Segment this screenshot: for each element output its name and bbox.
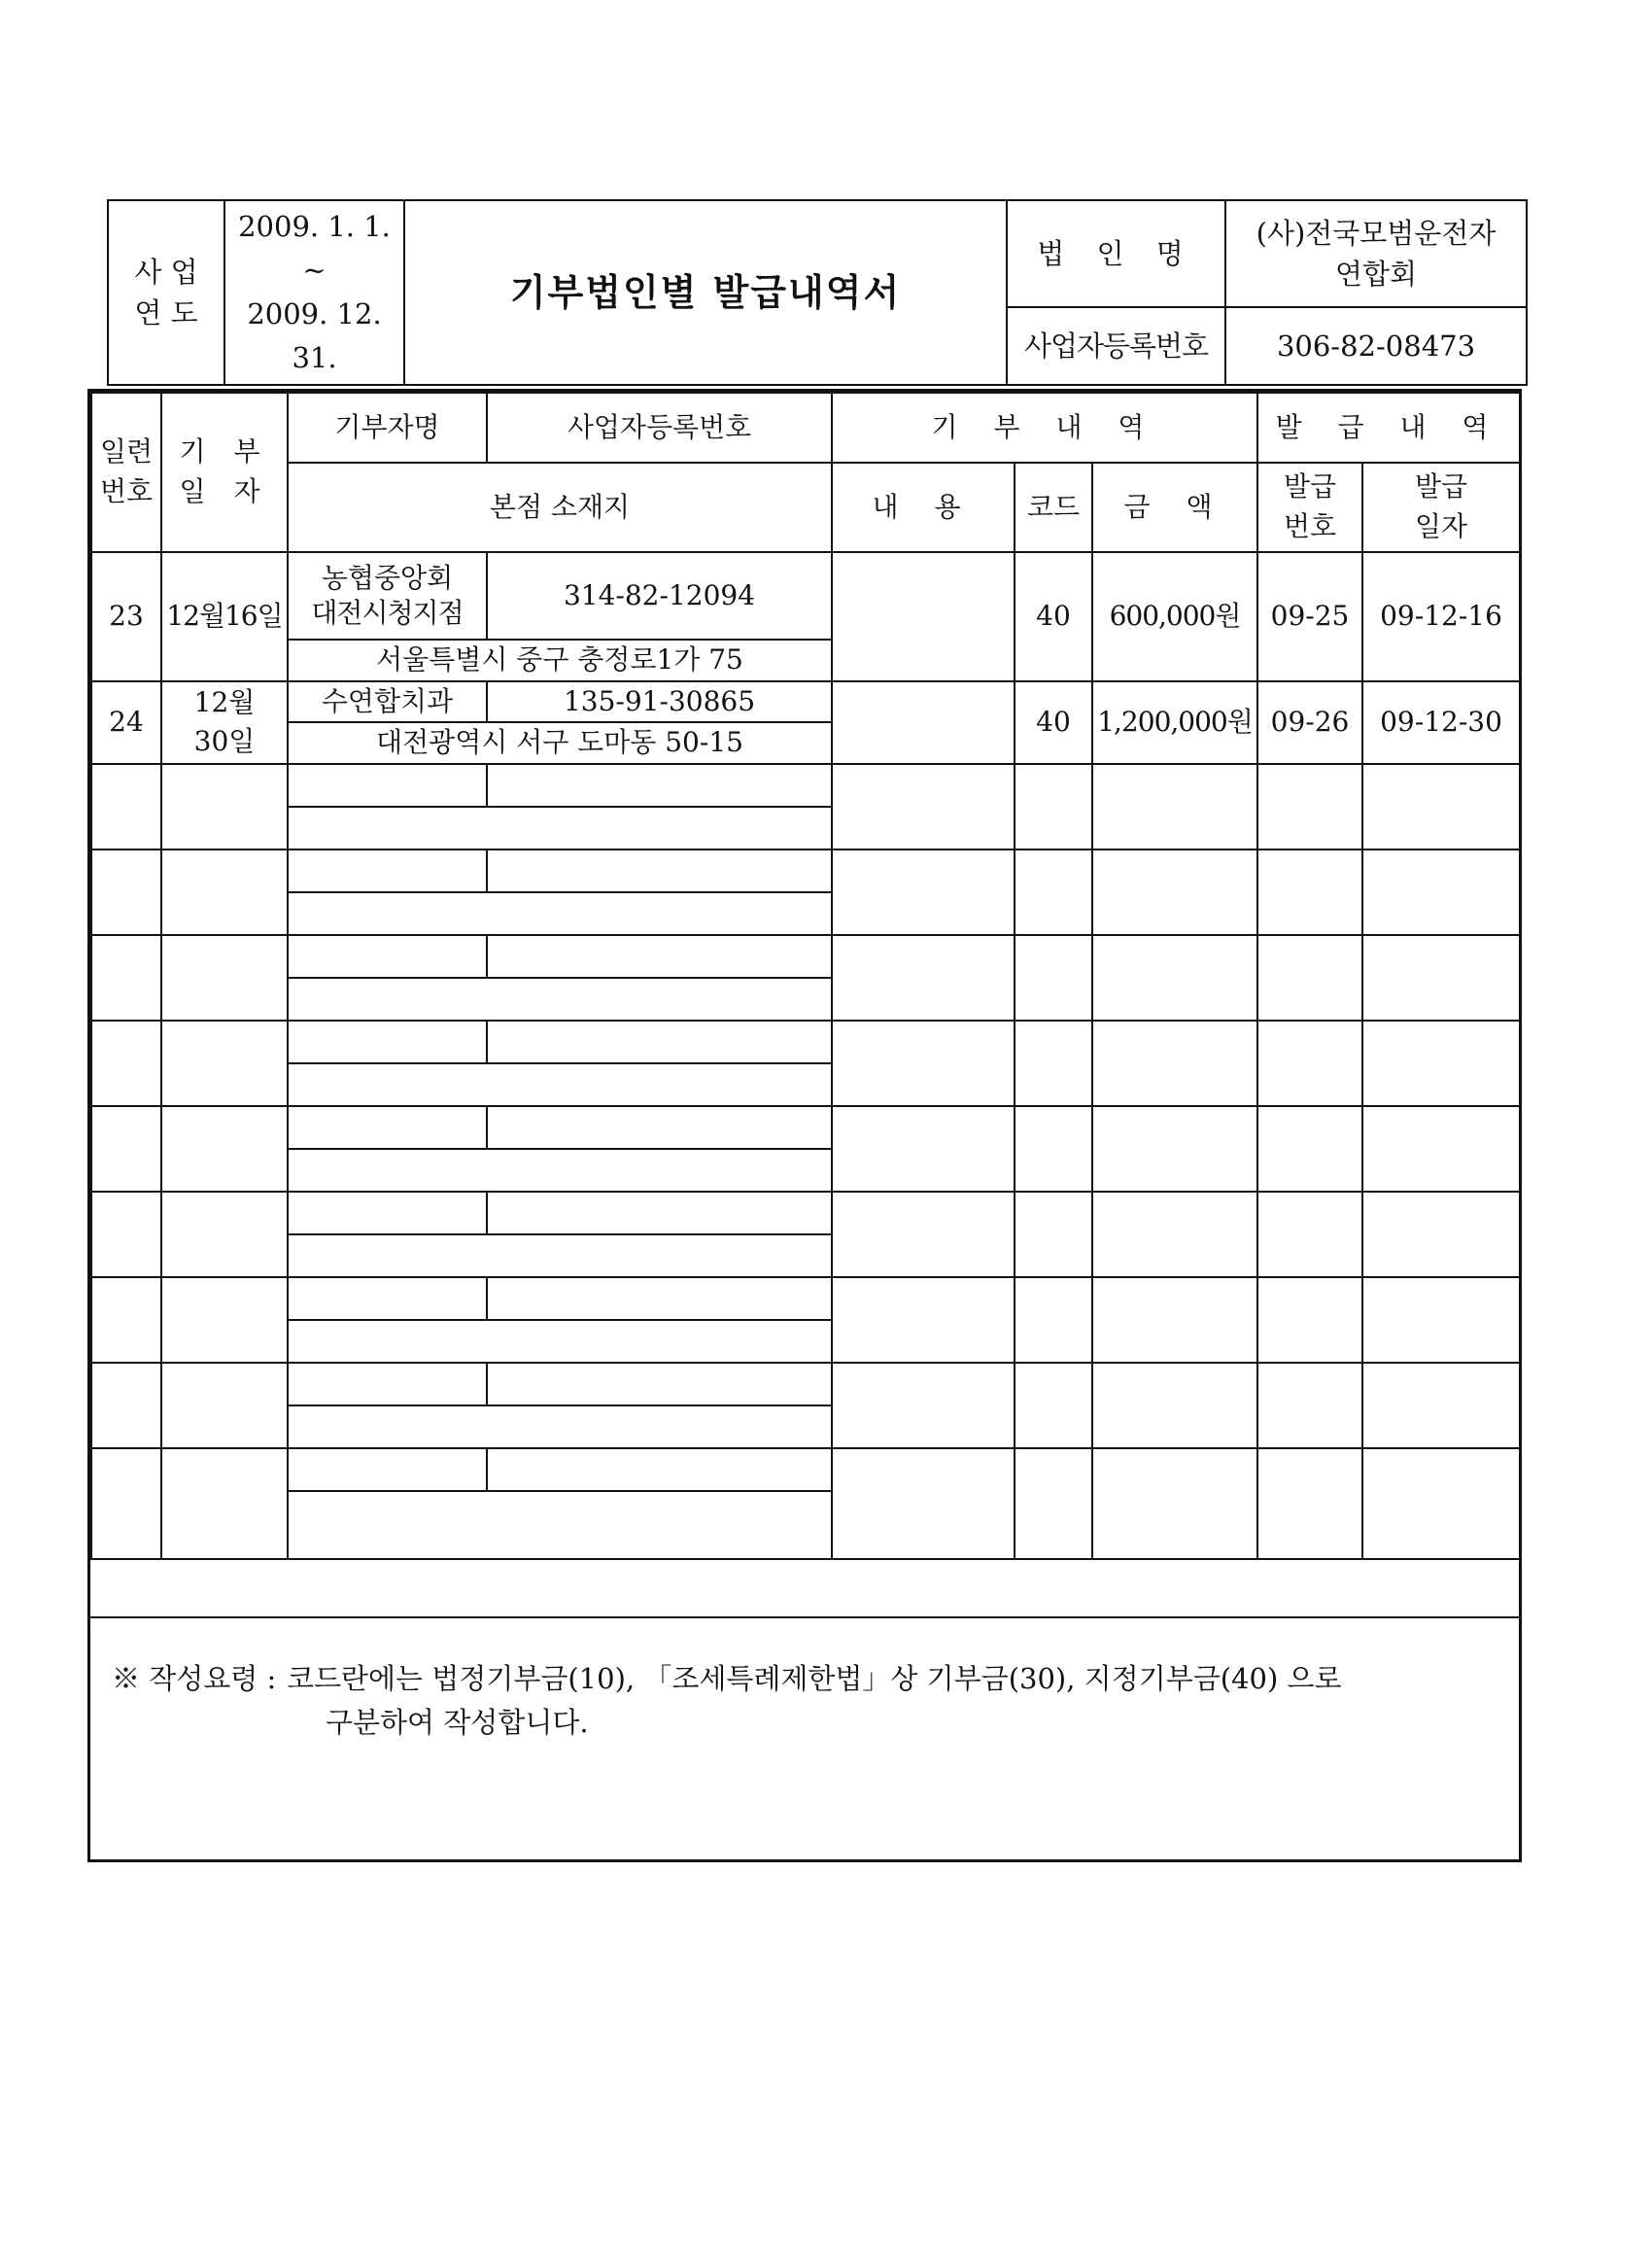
col-content: 내 용 bbox=[832, 463, 1015, 552]
row-issue-no: 09-25 bbox=[1257, 552, 1362, 681]
page-title: 기부법인별 발급내역서 bbox=[404, 200, 1007, 385]
col-donor-bizno: 사업자등록번호 bbox=[487, 393, 832, 463]
col-issue-group: 발 급 내 역 bbox=[1257, 393, 1520, 463]
table-row bbox=[91, 552, 1520, 640]
corp-name-label: 법 인 명 bbox=[1007, 200, 1225, 307]
business-year-label: 사 업 연 도 bbox=[108, 200, 224, 385]
corp-bizno-value: 306-82-08473 bbox=[1225, 307, 1527, 385]
row-issue-date: 09-12-30 bbox=[1362, 681, 1520, 764]
empty-row bbox=[91, 1448, 1520, 1491]
note-line-1: 코드란에는 법정기부금(10), 「조세특례제한법」상 기부금(30), 지정기부금(40) 으로 bbox=[287, 1662, 1342, 1695]
row-issue-date: 09-12-16 bbox=[1362, 552, 1520, 681]
row-code: 40 bbox=[1015, 681, 1092, 764]
note-mark: ※ 작성요령 : bbox=[112, 1662, 277, 1695]
col-serial: 일련 번호 bbox=[91, 393, 161, 552]
row-amount: 1,200,000원 bbox=[1092, 681, 1257, 764]
corp-bizno-label: 사업자등록번호 bbox=[1007, 307, 1225, 385]
row-content bbox=[832, 681, 1015, 764]
empty-row bbox=[91, 1277, 1520, 1320]
empty-row bbox=[91, 1106, 1520, 1149]
row-donor-bizno: 314-82-12094 bbox=[487, 552, 832, 640]
issuance-table bbox=[90, 392, 1521, 1560]
row-serial: 24 bbox=[91, 681, 161, 764]
row-amount: 600,000원 bbox=[1092, 552, 1257, 681]
table-row bbox=[91, 681, 1520, 723]
row-content bbox=[832, 552, 1015, 681]
writing-guide-note bbox=[90, 1616, 1519, 1859]
col-donor-name: 기부자명 bbox=[288, 393, 487, 463]
col-date: 기 부 일 자 bbox=[161, 393, 288, 552]
row-date: 12월 30일 bbox=[161, 681, 288, 764]
empty-row bbox=[91, 935, 1520, 978]
empty-row bbox=[91, 1021, 1520, 1063]
col-issue-no: 발급 번호 bbox=[1257, 463, 1362, 552]
row-address: 대전광역시 서구 도마동 50-15 bbox=[288, 722, 832, 764]
row-date: 12월16일 bbox=[161, 552, 288, 681]
empty-row bbox=[91, 1192, 1520, 1234]
empty-row bbox=[91, 850, 1520, 892]
col-code: 코드 bbox=[1015, 463, 1092, 552]
row-address: 서울특별시 중구 충정로1가 75 bbox=[288, 640, 832, 681]
row-donor-bizno: 135-91-30865 bbox=[487, 681, 832, 723]
note-line-2: 구분하여 작성합니다. bbox=[326, 1705, 589, 1739]
row-issue-no: 09-26 bbox=[1257, 681, 1362, 764]
col-hq-address: 본점 소재지 bbox=[288, 463, 832, 552]
corp-name-value: (사)전국모범운전자 연합회 bbox=[1225, 200, 1527, 307]
col-issue-date: 발급 일자 bbox=[1362, 463, 1520, 552]
col-donation-group: 기 부 내 역 bbox=[832, 393, 1257, 463]
row-donor-name: 농협중앙회 대전시청지점 bbox=[288, 552, 487, 640]
col-amount: 금 액 bbox=[1092, 463, 1257, 552]
issuance-table-frame bbox=[87, 389, 1522, 1862]
row-donor-name: 수연합치과 bbox=[288, 681, 487, 723]
row-code: 40 bbox=[1015, 552, 1092, 681]
empty-row bbox=[91, 764, 1520, 807]
row-serial: 23 bbox=[91, 552, 161, 681]
header-table bbox=[107, 199, 1528, 386]
business-year-period: 2009. 1. 1. ~ 2009. 12. 31. bbox=[224, 200, 404, 385]
empty-row bbox=[91, 1363, 1520, 1405]
